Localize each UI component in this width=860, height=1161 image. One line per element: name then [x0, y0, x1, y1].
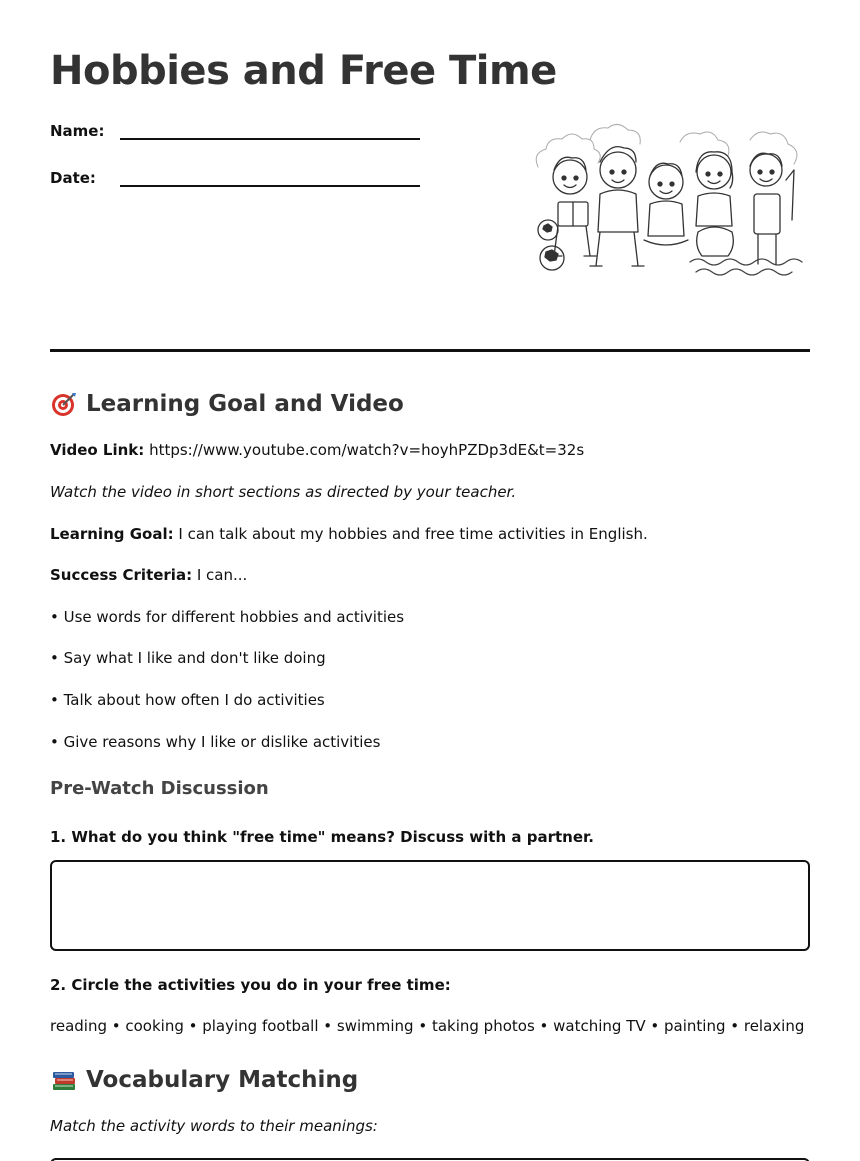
name-label: Name: [50, 122, 105, 140]
success-criteria-text: I can... [196, 566, 248, 584]
criteria-item: • Talk about how often I do activities [50, 691, 325, 709]
vocab-instruction: Match the activity words to their meanings: [50, 1117, 378, 1135]
learning-goal-line [50, 525, 648, 543]
learning-goal-label: Learning Goal: [50, 525, 174, 543]
answer-box-1[interactable] [50, 860, 810, 951]
video-link-label: Video Link: [50, 441, 145, 459]
name-field-row [50, 122, 420, 140]
name-line[interactable] [120, 122, 420, 140]
video-link-url[interactable]: https://www.youtube.com/watch?v=hoyhPZDp3dE&t=32s [149, 441, 585, 459]
activities-list: reading • cooking • playing football • swimming • taking photos • watching TV • painting • relaxing [50, 1017, 805, 1035]
learning-goal-text: I can talk about my hobbies and free time activities in English. [178, 525, 648, 543]
criteria-item: • Give reasons why I like or dislike activities [50, 733, 381, 751]
criteria-item: • Use words for different hobbies and activities [50, 608, 405, 626]
vocabulary-heading-text: Vocabulary Matching [86, 1067, 359, 1093]
video-instruction: Watch the video in short sections as directed by your teacher. [50, 483, 517, 501]
question-2: 2. Circle the activities you do in your free time: [50, 976, 451, 994]
success-criteria-line [50, 566, 247, 584]
criteria-item: • Say what I like and don't like doing [50, 649, 326, 667]
books-icon [50, 1066, 78, 1094]
learning-goal-heading [50, 390, 404, 418]
date-line[interactable] [120, 169, 420, 187]
video-link-line [50, 441, 584, 459]
page-title: Hobbies and Free Time [50, 48, 557, 94]
vocabulary-heading [50, 1066, 358, 1094]
question-1: 1. What do you think "free time" means? Discuss with a partner. [50, 828, 594, 846]
date-field-row [50, 169, 420, 187]
date-label: Date: [50, 169, 96, 187]
target-icon [50, 390, 78, 418]
header-divider [50, 349, 810, 352]
children-illustration [530, 122, 810, 280]
success-criteria-label: Success Criteria: [50, 566, 193, 584]
prewatch-heading: Pre-Watch Discussion [50, 778, 269, 799]
learning-goal-heading-text: Learning Goal and Video [86, 391, 404, 417]
